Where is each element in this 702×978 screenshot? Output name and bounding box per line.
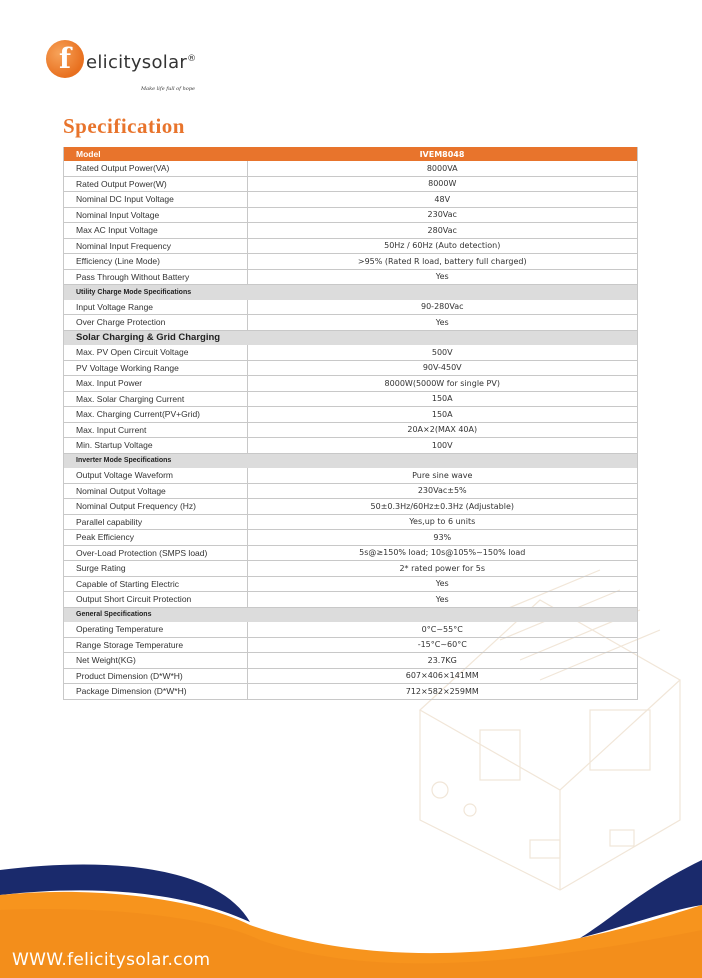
section-header-row bbox=[64, 330, 638, 345]
spec-label: Max. PV Open Circuit Voltage bbox=[64, 345, 248, 360]
spec-table bbox=[63, 147, 638, 700]
spec-label: Nominal Input Voltage bbox=[64, 207, 248, 223]
section-title: Inverter Mode Specifications bbox=[64, 453, 638, 468]
spec-label: Parallel capability bbox=[64, 514, 248, 530]
spec-value: 50Hz / 60Hz (Auto detection) bbox=[247, 238, 638, 254]
table-row bbox=[64, 254, 638, 270]
spec-value: 0°C~55°C bbox=[247, 622, 638, 637]
page-title: Specification bbox=[63, 114, 185, 138]
spec-label: PV Voltage Working Range bbox=[64, 360, 248, 376]
section-header-row bbox=[64, 285, 638, 300]
table-row bbox=[64, 238, 638, 254]
spec-value: Pure sine wave bbox=[247, 468, 638, 483]
spec-value: 150A bbox=[247, 407, 638, 423]
spec-value: 20A×2(MAX 40A) bbox=[247, 422, 638, 438]
table-row bbox=[64, 653, 638, 669]
table-row bbox=[64, 300, 638, 315]
spec-label: Package Dimension (D*W*H) bbox=[64, 684, 248, 700]
spec-label: Input Voltage Range bbox=[64, 300, 248, 315]
table-row bbox=[64, 668, 638, 684]
spec-label: Rated Output Power(W) bbox=[64, 176, 248, 192]
table-row bbox=[64, 561, 638, 577]
section-header-row bbox=[64, 453, 638, 468]
table-row bbox=[64, 345, 638, 360]
table-row bbox=[64, 161, 638, 176]
brand-name: elicitysolar® bbox=[86, 52, 197, 73]
brand-logo bbox=[46, 40, 206, 96]
spec-label: Max AC Input Voltage bbox=[64, 223, 248, 239]
brand-slogan: Make life full of hope bbox=[141, 86, 195, 92]
table-row bbox=[64, 468, 638, 483]
spec-value: Yes bbox=[247, 576, 638, 592]
header-label: Model bbox=[64, 147, 248, 161]
spec-label: Output Voltage Waveform bbox=[64, 468, 248, 483]
spec-label: Operating Temperature bbox=[64, 622, 248, 637]
spec-label: Over-Load Protection (SMPS load) bbox=[64, 545, 248, 561]
spec-value: 150A bbox=[247, 391, 638, 407]
table-row bbox=[64, 637, 638, 653]
spec-label: Nominal DC Input Voltage bbox=[64, 192, 248, 208]
spec-value: Yes bbox=[247, 315, 638, 331]
spec-value: 93% bbox=[247, 530, 638, 546]
section-title: General Specifications bbox=[64, 607, 638, 622]
table-row bbox=[64, 376, 638, 392]
spec-value: 230Vac±5% bbox=[247, 483, 638, 499]
spec-label: Nominal Input Frequency bbox=[64, 238, 248, 254]
spec-value: 2* rated power for 5s bbox=[247, 561, 638, 577]
spec-value: 230Vac bbox=[247, 207, 638, 223]
spec-value: 100V bbox=[247, 438, 638, 454]
spec-value: 23.7KG bbox=[247, 653, 638, 669]
spec-value: Yes bbox=[247, 592, 638, 608]
footer-url[interactable]: WWW.felicitysolar.com bbox=[12, 950, 211, 970]
section-header-row bbox=[64, 607, 638, 622]
table-row bbox=[64, 514, 638, 530]
spec-value: 8000W bbox=[247, 176, 638, 192]
spec-label: Pass Through Without Battery bbox=[64, 269, 248, 285]
table-row bbox=[64, 592, 638, 608]
table-row bbox=[64, 530, 638, 546]
spec-value: 712×582×259MM bbox=[247, 684, 638, 700]
spec-label: Max. Input Power bbox=[64, 376, 248, 392]
table-row bbox=[64, 407, 638, 423]
spec-value: 500V bbox=[247, 345, 638, 360]
table-row bbox=[64, 315, 638, 331]
header-model: IVEM8048 bbox=[247, 147, 638, 161]
spec-value: 280Vac bbox=[247, 223, 638, 239]
spec-label: Peak Efficiency bbox=[64, 530, 248, 546]
spec-value: Yes,up to 6 units bbox=[247, 514, 638, 530]
spec-label: Nominal Output Voltage bbox=[64, 483, 248, 499]
spec-label: Efficiency (Line Mode) bbox=[64, 254, 248, 270]
table-row bbox=[64, 360, 638, 376]
spec-label: Over Charge Protection bbox=[64, 315, 248, 331]
spec-value: 607×406×141MM bbox=[247, 668, 638, 684]
spec-value: 48V bbox=[247, 192, 638, 208]
spec-value: -15°C~60°C bbox=[247, 637, 638, 653]
spec-label: Surge Rating bbox=[64, 561, 248, 577]
table-row bbox=[64, 391, 638, 407]
table-row bbox=[64, 192, 638, 208]
table-row bbox=[64, 684, 638, 700]
spec-value: 8000W(5000W for single PV) bbox=[247, 376, 638, 392]
table-row bbox=[64, 269, 638, 285]
spec-label: Net Weight(KG) bbox=[64, 653, 248, 669]
spec-label: Max. Solar Charging Current bbox=[64, 391, 248, 407]
spec-value: Yes bbox=[247, 269, 638, 285]
logo-letter: f bbox=[58, 42, 72, 75]
spec-label: Max. Input Current bbox=[64, 422, 248, 438]
spec-value: >95% (Rated R load, battery full charged) bbox=[247, 254, 638, 270]
section-title: Solar Charging & Grid Charging bbox=[64, 330, 638, 345]
spec-label: Max. Charging Current(PV+Grid) bbox=[64, 407, 248, 423]
spec-label: Output Short Circuit Protection bbox=[64, 592, 248, 608]
table-row bbox=[64, 576, 638, 592]
spec-label: Nominal Output Frequency (Hz) bbox=[64, 499, 248, 515]
section-title: Utility Charge Mode Specifications bbox=[64, 285, 638, 300]
spec-value: 8000VA bbox=[247, 161, 638, 176]
spec-label: Product Dimension (D*W*H) bbox=[64, 668, 248, 684]
spec-value: 50±0.3Hz/60Hz±0.3Hz (Adjustable) bbox=[247, 499, 638, 515]
table-row bbox=[64, 207, 638, 223]
table-row bbox=[64, 223, 638, 239]
table-row bbox=[64, 438, 638, 454]
spec-label: Range Storage Temperature bbox=[64, 637, 248, 653]
table-row bbox=[64, 545, 638, 561]
spec-value: 90V-450V bbox=[247, 360, 638, 376]
spec-label: Capable of Starting Electric bbox=[64, 576, 248, 592]
table-row bbox=[64, 622, 638, 637]
table-header-row bbox=[64, 147, 638, 161]
table-row bbox=[64, 483, 638, 499]
spec-value: 5s@≥150% load; 10s@105%~150% load bbox=[247, 545, 638, 561]
spec-label: Min. Startup Voltage bbox=[64, 438, 248, 454]
spec-label: Rated Output Power(VA) bbox=[64, 161, 248, 176]
spec-value: 90-280Vac bbox=[247, 300, 638, 315]
table-row bbox=[64, 499, 638, 515]
table-row bbox=[64, 422, 638, 438]
table-row bbox=[64, 176, 638, 192]
